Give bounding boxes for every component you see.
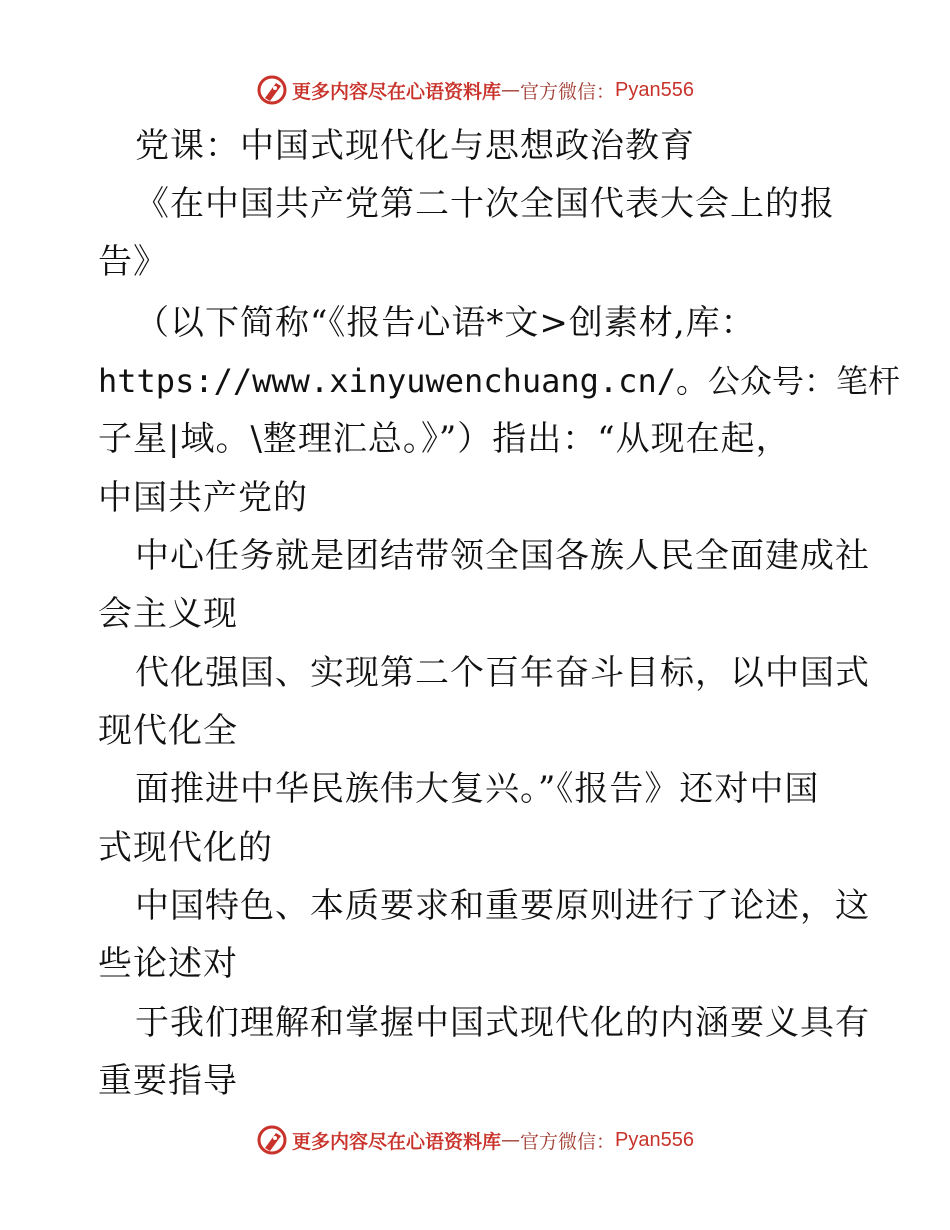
paragraph-line: 于我们理解和掌握中国式现代化的内涵要义具有 xyxy=(135,1003,870,1043)
watermark-brand-text: 更多内容尽在心语资料库 xyxy=(292,80,502,103)
watermark-brand-text: 更多内容尽在心语资料库 xyxy=(292,1130,502,1153)
paragraph-line: 代化强国、实现第二个百年奋斗目标，以中国式 xyxy=(135,653,870,693)
watermark-dash: — xyxy=(501,79,521,101)
paragraph-line: 式现代化的 xyxy=(98,828,273,868)
paragraph-line: 中国共产党的 xyxy=(98,478,308,518)
paragraph-line: 告》 xyxy=(98,242,168,282)
watermark-wechat-label: 官方微信： xyxy=(520,1130,616,1153)
watermark-account: Pyan556 xyxy=(615,1128,694,1151)
pen-nib-logo-icon xyxy=(256,1124,288,1156)
paragraph-line: 些论述对 xyxy=(98,944,238,984)
paragraph-line: 重要指导 xyxy=(98,1061,238,1101)
paragraph-line: （以下简称“《报告心语*文>创素材,库： xyxy=(135,303,756,343)
watermark-dash: — xyxy=(501,1129,521,1151)
paragraph-line: 面推进中华民族伟大复兴。”《报告》还对中国 xyxy=(135,769,820,809)
document-title: 党课：中国式现代化与思想政治教育 xyxy=(135,126,695,166)
watermark-account: Pyan556 xyxy=(615,78,694,101)
header-watermark xyxy=(0,70,950,110)
paragraph-line: 现代化全 xyxy=(98,711,238,751)
paragraph-line: 中国特色、本质要求和重要原则进行了论述，这 xyxy=(135,886,870,926)
footer-watermark xyxy=(0,1120,950,1160)
paragraph-line: 中心任务就是团结带领全国各族人民全面建成社 xyxy=(135,536,870,576)
paragraph-line: 会主义现 xyxy=(98,594,238,634)
paragraph-line: 《在中国共产党第二十次全国代表大会上的报 xyxy=(135,184,835,224)
paragraph-line: 子星|域。\整理汇总。》”）指出：“从现在起， xyxy=(98,419,791,459)
watermark-wechat-label: 官方微信： xyxy=(520,80,616,103)
pen-nib-logo-icon xyxy=(256,74,288,106)
paragraph-line-url: https://www.xinyuwenchuang.cn/。公众号：笔杆 xyxy=(98,362,900,400)
